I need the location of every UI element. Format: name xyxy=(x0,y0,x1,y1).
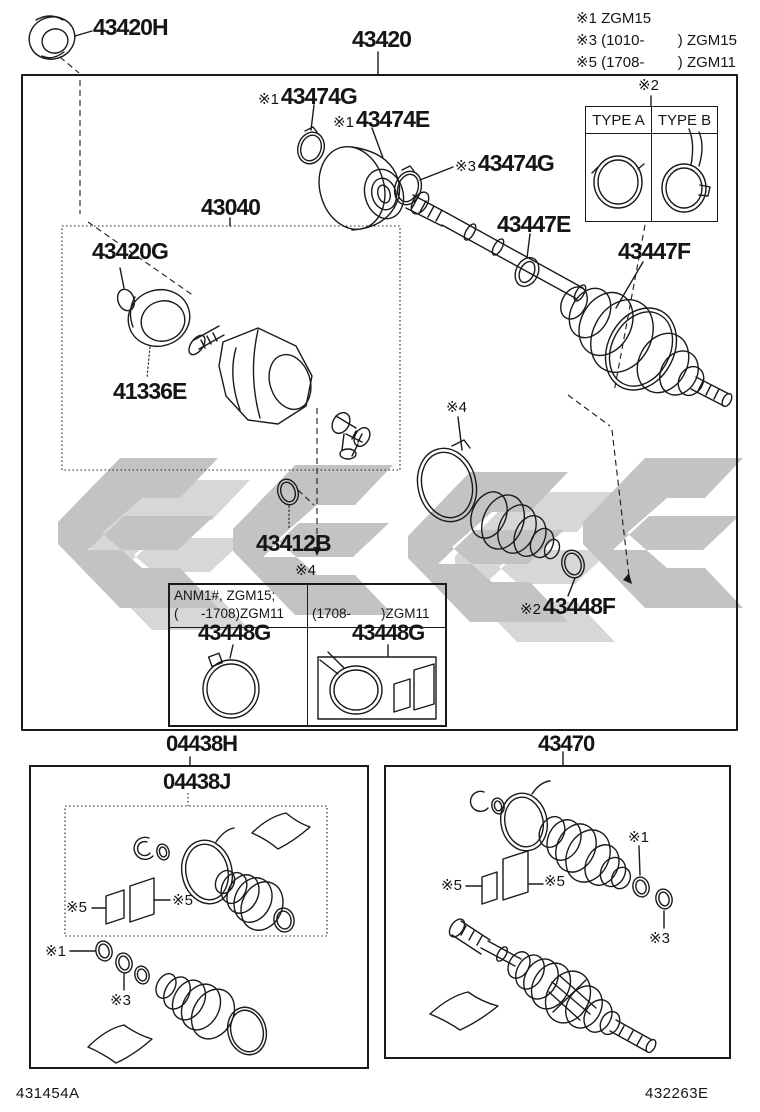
variant-left-header: ANM1#, ZGM15; ( -1708)ZGM11 xyxy=(170,585,308,627)
callout-43470: 43470 xyxy=(538,731,595,756)
figure-code-left: 431454A xyxy=(16,1085,80,1102)
variant-legend xyxy=(576,8,737,74)
damper-ring-43447e-drawing xyxy=(511,234,544,290)
marker-bl-pad-small: ※5 xyxy=(66,899,87,916)
legend-line-2: ※3 (1010- ) ZGM15 xyxy=(576,32,737,49)
clamp-variant-table xyxy=(168,583,447,727)
boot-kit-left-contents xyxy=(70,813,310,1063)
callout-43448f: ※243448F xyxy=(520,593,615,619)
boot-kit-right-frame xyxy=(385,752,730,1058)
boot-kit-right-contents xyxy=(430,781,674,1054)
marker-br-ring1: ※1 xyxy=(628,829,649,846)
callout-43420g: 43420G xyxy=(92,238,168,264)
callout-43447e: 43447E xyxy=(497,211,571,237)
callout-43474g-b: ※343474G xyxy=(455,150,554,176)
callout-43420: 43420 xyxy=(352,26,411,52)
marker-br-pad-large: ※5 xyxy=(544,873,565,890)
legend-line-3: ※5 (1708- ) ZGM11 xyxy=(576,54,736,71)
callout-43447f: 43447F xyxy=(618,238,691,264)
variant-table-divider xyxy=(307,627,308,725)
callout-43474g-a: ※143474G xyxy=(258,83,357,109)
callout-04438j: 04438J xyxy=(163,769,231,794)
type-b-header: TYPE B xyxy=(657,111,712,129)
marker-3: ※3 xyxy=(455,158,476,175)
drive-shaft-drawing xyxy=(406,189,588,303)
clamp-type-table xyxy=(585,106,718,222)
callout-43420h: 43420H xyxy=(93,14,168,40)
figure-code-right: 432263E xyxy=(645,1085,709,1102)
marker-type-table: ※2 xyxy=(638,77,659,94)
snap-ring-43420g-drawing xyxy=(115,268,138,313)
marker-bl-pad-large: ※5 xyxy=(172,892,193,909)
callout-43040: 43040 xyxy=(201,194,260,220)
marker-br-pad-small: ※5 xyxy=(441,877,462,894)
marker-1: ※1 xyxy=(258,91,279,108)
marker-inboard-clamp: ※4 xyxy=(446,399,467,416)
callout-43412b: 43412B xyxy=(256,530,331,556)
damper-clamp-a-drawing xyxy=(294,105,329,167)
inboard-joint-housing-drawing xyxy=(186,326,373,459)
legend-line-1: ※1 ZGM15 xyxy=(576,10,652,27)
callout-41336e: 41336E xyxy=(113,378,187,404)
callout-43474e: ※143474E xyxy=(333,106,430,132)
marker-table-top: ※4 xyxy=(295,562,316,579)
outboard-joint-drawing xyxy=(555,262,733,408)
marker-bl-ring3: ※3 xyxy=(110,992,131,1009)
variant-right-header: (1708- )ZGM11 xyxy=(312,605,430,621)
callout-04438h: 04438H xyxy=(166,731,238,756)
marker-1: ※1 xyxy=(333,114,354,131)
dust-cover-41336e-drawing xyxy=(121,282,197,378)
callout-43448g-right: 43448G xyxy=(352,620,425,645)
marker-2: ※2 xyxy=(520,601,541,618)
seal-43420h-drawing xyxy=(24,11,92,65)
marker-br-ring3: ※3 xyxy=(649,930,670,947)
callout-43448g-left: 43448G xyxy=(198,620,271,645)
type-table-divider xyxy=(651,133,652,221)
type-a-header: TYPE A xyxy=(586,107,652,133)
marker-bl-ring1: ※1 xyxy=(45,943,66,960)
